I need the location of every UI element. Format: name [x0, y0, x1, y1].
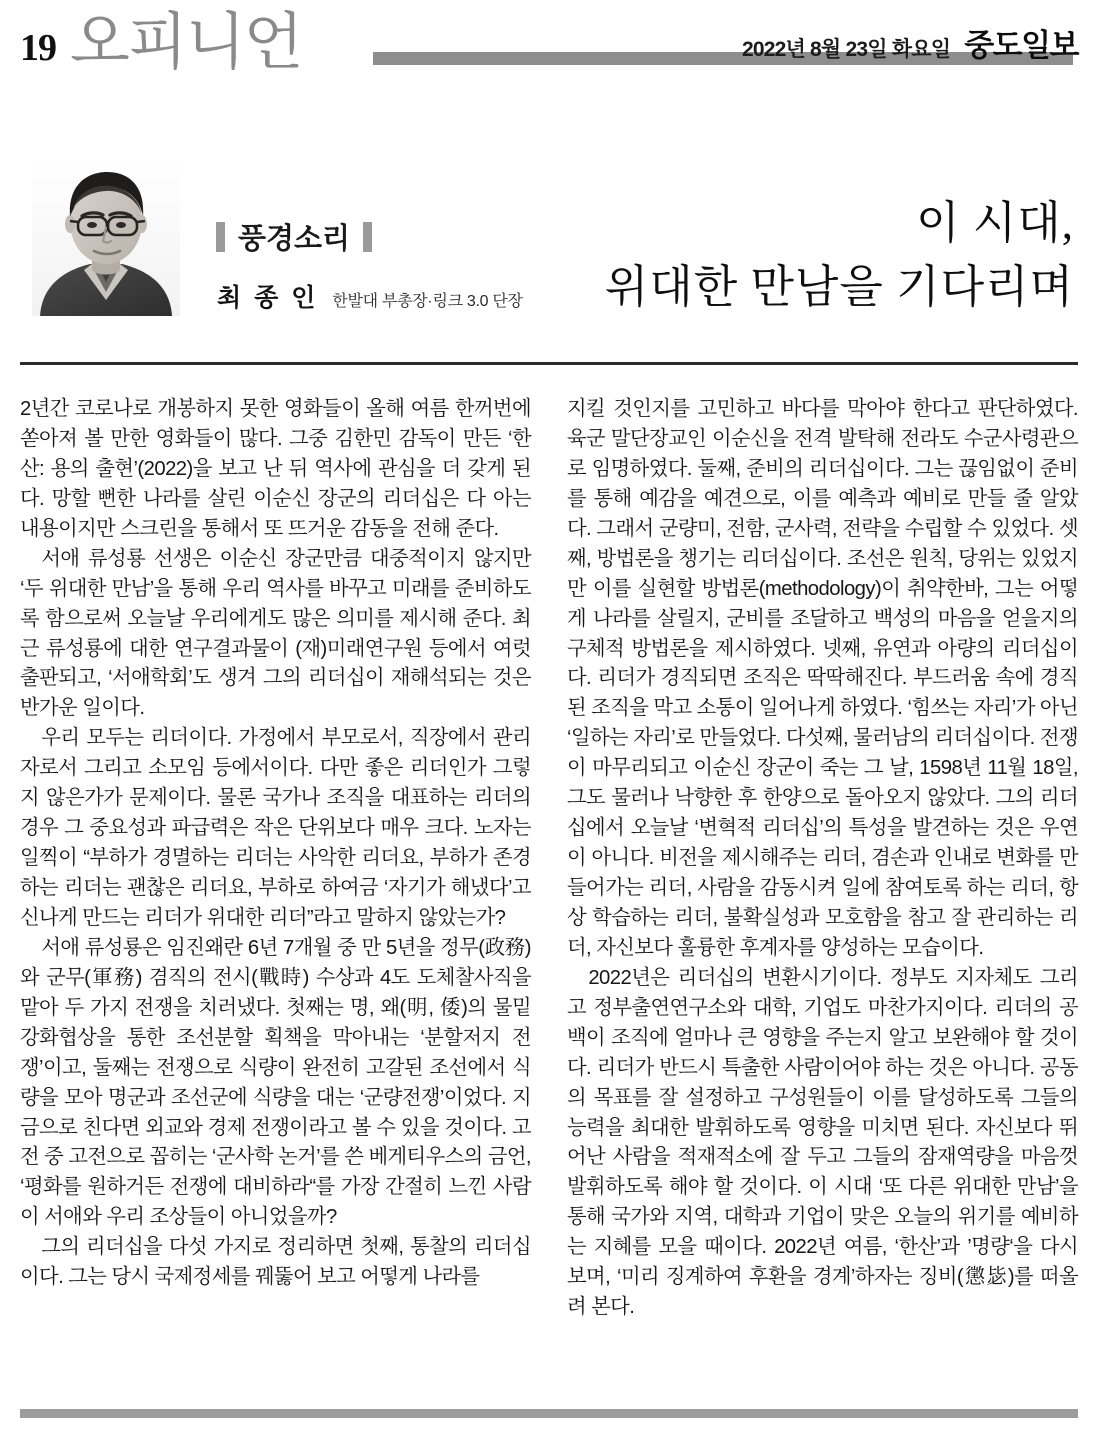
- footer-divider: [20, 1409, 1078, 1418]
- page-title: [605, 192, 1074, 320]
- paragraph: 서애 류성룡 선생은 이순신 장군만큼 대중적이지 않지만 ‘두 위대한 만남’을 통해 우리 역사를 바꾸고 미래를 준비하도록 함으로써 오늘날 우리에게도 많은 의미를 제시해 준다. 최근 류성룡에 대한 연구결과물이 (재)미래연구원 등에서 여럿 출판되고, ‘서애학회’도 생겨 그의 리더십이 재해석되는 것은 반가운 일이다.: [20, 547, 531, 720]
- paragraph: 우리 모두는 리더이다. 가정에서 부모로서, 직장에서 관리자로서 그리고 소모임 등에서이다. 다만 좋은 리더인가 그렇지 않은가가 문제이다. 물론 국가나 조직을 대표하는 리더의 경우 그 중요성과 파급력은 작은 단위보다 매우 크다. 노자는 일찍이 “부하가 경멸하는 리더는 사악한 리더요, 부하가 존경하는 리더는 괜찮은 리더요, 부하로 하여금 ‘자기가 해냈다’고 신나게 만드는 리더가 위대한 리더”라고 말하지 않았는가?: [20, 727, 531, 929]
- author-line: [217, 278, 523, 314]
- newspaper-name: 중도일보: [964, 28, 1078, 63]
- column-brand: [216, 216, 372, 257]
- paragraph: 서애 류성룡은 임진왜란 6년 7개월 중 만 5년을 정무(政務)와 군무(軍務) 겸직의 전시(戰時) 수상과 4도 도체찰사직을 맡아 두 가지 전쟁을 치러냈다. 첫째는 명, 왜(明, 倭)의 물밑 강화협상을 통한 조선분할 획책을 막아내는 ‘분할저지 전쟁’이고, 둘째는 전쟁으로 식량이 완전히 고갈된 조선에서 식량을 모아 명군과 조선군에 식량을 대는 ‘군량전쟁’이었다. 지금으로 친다면 외교와 경제 전쟁이라고 볼 수 있을 것이다. 고전 중 고전으로 꼽히는 ‘군사학 논거’를 쓴 베게티우스의 금언, ‘평화를 원하거든 전쟁에 대비하라“를 가장 간절히 느낀 사람이 서애와 우리 조상들이 아니었을까?: [20, 936, 531, 1229]
- headline-line-1: 이 시대,: [916, 198, 1074, 249]
- section-title: 오피니언: [70, 8, 302, 77]
- paragraph: 그의 리더십을 다섯 가지로 정리하면 첫째, 통찰의 리더십이다. 그는 당시 국제정세를 꿰뚫어 보고 어떻게 나라를: [20, 1236, 531, 1289]
- article-column-left: [20, 395, 531, 1323]
- paragraph: 지킬 것인지를 고민하고 바다를 막아야 한다고 판단하였다. 육군 말단장교인 이순신을 전격 발탁해 전라도 수군사령관으로 임명하였다. 둘째, 준비의 리더십이다. 그는 끊임없이 준비를 통해 예감을 예견으로, 이를 예측과 예비로 만들 줄 알았다. 그래서 군량미, 전함, 군사력, 전략을 수립할 수 있었다. 셋째, 방법론을 챙기는 리더십이다. 조선은 원칙, 당위는 있었지만 이를 실현할 방법론(methodology)이 취약한바, 그는 어떻게 나라를 살릴지, 군비를 조달하고 백성의 마음을 얻을지의 구체적 방법론을 제시하였다. 넷째, 유연과 아량의 리더십이다. 리더가 경직되면 조직은 딱딱해진다. 부드러움 속에 경직된 조직을 막고 소통이 일어나게 하였다. ‘힘쓰는 자리’가 아닌 ‘일하는 자리’로 만들었다. 다섯째, 물러남의 리더십이다. 전쟁이 마무리되고 이순신 장군이 죽는 그 날, 1598년 11월 18일, 그도 물러나 낙향한 후 한양으로 돌아오지 않았다. 그의 리더십에서 오늘날 ‘변혁적 리더십’의 특성을 발견하는 것은 우연이 아니다. 비전을 제시해주는 리더, 겸손과 인내로 변화를 만들어가는 리더, 사람을 감동시켜 일에 참여토록 하는 리더, 항상 학습하는 리더, 불확실성과 모호함을 참고 잘 관리하는 리더, 자신보다 훌륭한 후계자를 양성하는 모습이다.: [567, 398, 1078, 959]
- paragraph: 2년간 코로나로 개봉하지 못한 영화들이 올해 여름 한꺼번에 쏟아져 볼 만한 영화들이 많다. 그중 김한민 감독이 만든 ‘한산: 용의 출현’(2022)을 보고 난 뒤 역사에 관심을 더 갖게 된다. 망할 뻔한 나라를 살린 이순신 장군의 리더십은 다 아는 내용이지만 스크린을 통해서 또 뜨거운 감동을 전해 준다.: [20, 398, 531, 540]
- author-portrait: [32, 158, 180, 316]
- author-affiliation: 한발대 부총장·링크 3.0 단장: [332, 293, 523, 310]
- author-name: 최 종 인: [217, 284, 319, 312]
- masthead: [20, 0, 1078, 96]
- byline-block: [20, 158, 1078, 373]
- issue-date: 2022년 8월 23일 화요일: [742, 38, 951, 61]
- article-body: [20, 395, 1078, 1323]
- column-brand-label: 풍경소리: [238, 223, 351, 255]
- byline-divider: [20, 362, 1078, 365]
- masthead-right-group: [742, 20, 1078, 65]
- page-number: 19: [20, 26, 56, 69]
- paragraph: 2022년은 리더십의 변환시기이다. 정부도 지자체도 그리고 정부출연연구소와 대학, 기업도 마찬가지이다. 리더의 공백이 조직에 얼마나 큰 영향을 주는지 알고 보완해야 할 것이다. 리더가 반드시 특출한 사람이어야 하는 것은 아니다. 공동의 목표를 잘 설정하고 구성원들이 이를 달성하도록 그들의 능력을 최대한 발휘하도록 영향을 미치면 된다. 자신보다 뛰어난 사람을 적재적소에 잘 두고 그들의 잠재역량을 마음껏 발휘하도록 해야 할 것이다. 이 시대 ‘또 다른 위대한 만남’을 통해 국가와 지역, 대학과 기업이 맞은 오늘의 위기를 예비하는 지혜를 모을 때이다. 2022년 여름, ‘한산’과 ’명량‘을 다시 보며, ‘미리 징계하여 후환을 경계’하자는 징비(懲毖)를 떠올려 본다.: [567, 966, 1078, 1319]
- brand-bar-left-icon: [216, 222, 225, 252]
- article-column-right: [567, 395, 1078, 1323]
- brand-bar-right-icon: [363, 222, 372, 252]
- headline-line-2: 위대한 만남을 기다리며: [604, 262, 1074, 313]
- masthead-left-group: [20, 8, 302, 77]
